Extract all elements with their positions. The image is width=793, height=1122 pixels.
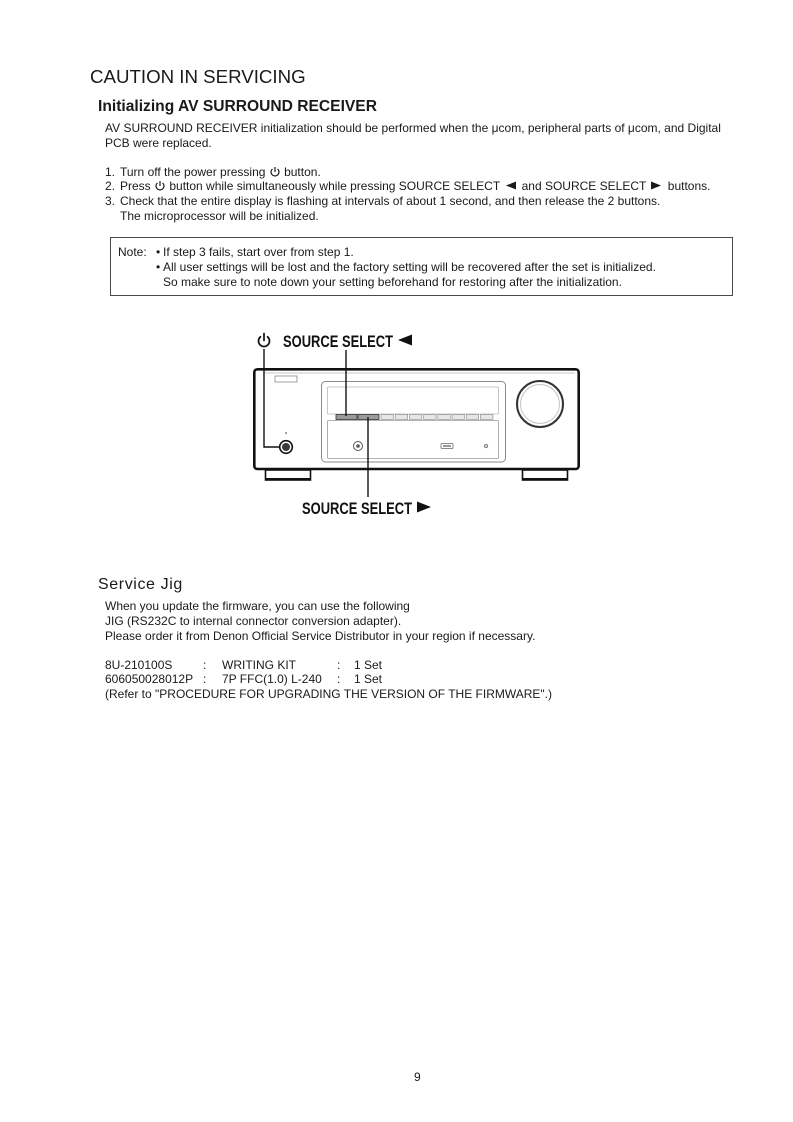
part-number: 8U-210100S xyxy=(105,657,173,672)
power-icon xyxy=(270,166,280,177)
right-triangle-icon xyxy=(417,502,431,513)
step-item xyxy=(105,165,710,180)
step-text: and SOURCE SELECT xyxy=(518,179,650,194)
part-quantity: 1 Set xyxy=(354,672,383,687)
step-text: buttons. xyxy=(664,179,711,194)
part-name: WRITING KIT xyxy=(222,657,296,672)
note-item: All user settings will be lost and the factory setting will be recovered after the set is initialized. xyxy=(163,259,656,274)
power-button xyxy=(280,441,293,454)
paragraph-line: When you update the firmware, you can use the following xyxy=(105,598,410,613)
step-text: Press xyxy=(120,179,155,194)
front-button xyxy=(452,415,465,420)
front-button xyxy=(395,415,408,420)
section-heading-initializing: Initializing AV SURROUND RECEIVER xyxy=(98,97,377,115)
intro-paragraph xyxy=(105,121,721,151)
separator: : xyxy=(337,657,341,672)
step-item xyxy=(105,194,710,209)
right-triangle-icon xyxy=(651,181,662,190)
intro-line: PCB were replaced. xyxy=(105,135,212,150)
standby-led xyxy=(285,432,287,434)
step-number: 3. xyxy=(105,193,116,208)
page-title: CAUTION IN SERVICING xyxy=(90,66,306,87)
front-button xyxy=(480,415,493,420)
front-button xyxy=(438,415,451,420)
receiver-foot-left xyxy=(266,470,311,480)
firmware-procedure-reference: (Refer to "PROCEDURE FOR UPGRADING THE VERSION OF THE FIRMWARE".) xyxy=(105,686,553,701)
usb-port-icon xyxy=(441,444,453,449)
front-button xyxy=(381,415,394,420)
paragraph-line: Please order it from Denon Official Service Distributor in your region if necessary. xyxy=(105,628,536,643)
service-jig-paragraph xyxy=(105,599,535,644)
power-symbol-icon xyxy=(259,334,270,347)
part-quantity: 1 Set xyxy=(354,657,383,672)
part-row xyxy=(105,658,565,673)
step-text: button while simultaneously while pressing SOURCE SELECT xyxy=(166,179,504,194)
front-button xyxy=(424,415,437,420)
section-heading-service-jig: Service Jig xyxy=(98,575,183,593)
left-triangle-icon xyxy=(505,181,516,190)
part-number: 606050028012P xyxy=(105,672,194,687)
note-row xyxy=(111,275,732,290)
separator: : xyxy=(203,657,207,672)
note-box xyxy=(110,237,733,296)
separator: : xyxy=(337,672,341,687)
receiver-front-panel-diagram xyxy=(240,320,600,525)
display-window xyxy=(322,382,506,463)
step-number: 1. xyxy=(105,164,116,179)
intro-line: AV SURROUND RECEIVER initialization should be performed when the μcom, peripheral parts of μcom, and Digital xyxy=(105,120,721,135)
separator: : xyxy=(203,672,207,687)
note-row xyxy=(111,260,732,275)
note-continuation: So make sure to note down your setting beforehand for restoring after the initialization. xyxy=(163,274,622,289)
part-name: 7P FFC(1.0) L-240 xyxy=(222,672,322,687)
receiver-foot-right xyxy=(523,470,568,480)
left-triangle-icon xyxy=(398,335,412,346)
source-select-right-label: SOURCE SELECT xyxy=(302,499,413,518)
power-icon xyxy=(155,180,165,191)
source-select-left-label: SOURCE SELECT xyxy=(283,332,394,351)
bullet: • xyxy=(156,259,161,274)
steps-list xyxy=(105,165,710,224)
page-number: 9 xyxy=(414,1070,421,1084)
note-label: Note: xyxy=(118,244,147,259)
step-item xyxy=(105,179,710,194)
step-text: Turn off the power pressing xyxy=(120,164,269,179)
setup-mic-jack-icon xyxy=(484,444,488,448)
note-item: If step 3 fails, start over from step 1. xyxy=(163,244,354,259)
service-jig-parts-list xyxy=(105,658,565,702)
bullet: • xyxy=(156,244,161,259)
paragraph-line: JIG (RS232C to internal connector conversion adapter). xyxy=(105,613,402,628)
step-text: Check that the entire display is flashing at intervals of about 1 second, and then release the 2 buttons. xyxy=(120,193,661,208)
part-row xyxy=(105,672,565,687)
step-continuation: The microprocessor will be initialized. xyxy=(120,208,319,223)
front-button xyxy=(466,415,479,420)
step-text: button. xyxy=(280,164,321,179)
volume-knob xyxy=(517,381,563,427)
front-button xyxy=(409,415,422,420)
note-row xyxy=(111,245,732,260)
step-number: 2. xyxy=(105,179,116,194)
headphone-jack-icon xyxy=(354,442,363,451)
